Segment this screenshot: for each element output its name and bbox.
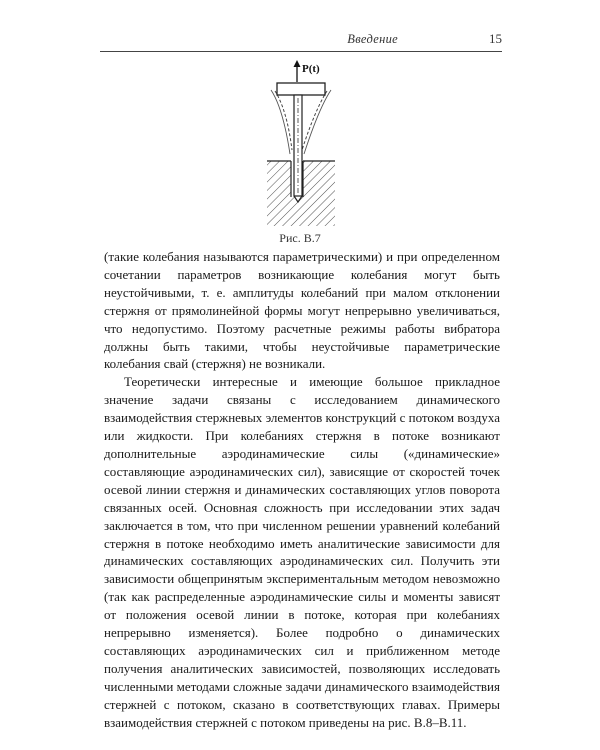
figure-b7 <box>255 58 347 228</box>
body-text <box>104 248 500 731</box>
page-header <box>100 32 502 50</box>
paragraph: Теоретически интересные и имеющие большое прикладное значение задачи связаны с исследованием динамического взаимодействия стержневых элементов конструкций с потоком воздуха или жидкости. При колебаниях стержня в потоке возникают дополнительные аэродинамические силы («динамические» составляющие аэродинамических сил), зависящие от скоростей точек осевой линии стержня и динамических составляющих углов поворота связанных осей. Основная сложность при исследовании этих задач заключается в том, что при численном решении уравнений колебаний стержня в потоке необходимо иметь аналитические зависимости для динамических составляющих аэродинамических сил. Получить эти зависимости общепринятым экспериментальным методом невозможно (так как распределенные аэродинамические силы и моменты зависят от положения осевой линии в потоке, которая при колебаниях непрерывно изменяется). Более подробно о динамических составляющих аэродинамических сил и приближенном методе получения аналитических зависимостей, позволяющих исследовать численными методами сложные задачи динамического взаимодействия стержней с потоком, сказано в соответствующих главах. Примеры взаимодействия стержней с потоком приведены на рис. В.8–В.11. <box>104 374 500 730</box>
vibrator-block <box>277 83 325 95</box>
header-rule <box>100 51 502 52</box>
pile <box>294 95 302 202</box>
running-title: Введение <box>347 32 398 46</box>
force-arrow-icon <box>294 60 301 82</box>
page-number: 15 <box>489 31 502 46</box>
force-label: P(t) <box>302 63 320 75</box>
pile-vibrator-diagram <box>255 58 347 228</box>
paragraph-continuation: (такие колебания называются параметрическими) и при определенном сочетании параметров возникающие колебания могут быть неустойчивыми, т. е. амплитуды колебаний при малом отклонении стержня от прямолинейной формы могут непрерывно увеличиваться, что недопустимо. Поэтому расчетные режимы работы вибратора должны быть такими, чтобы неустойчивые параметрические колебания свай (стержня) не возникали. <box>104 249 500 372</box>
figure-caption: Рис. В.7 <box>279 231 321 245</box>
